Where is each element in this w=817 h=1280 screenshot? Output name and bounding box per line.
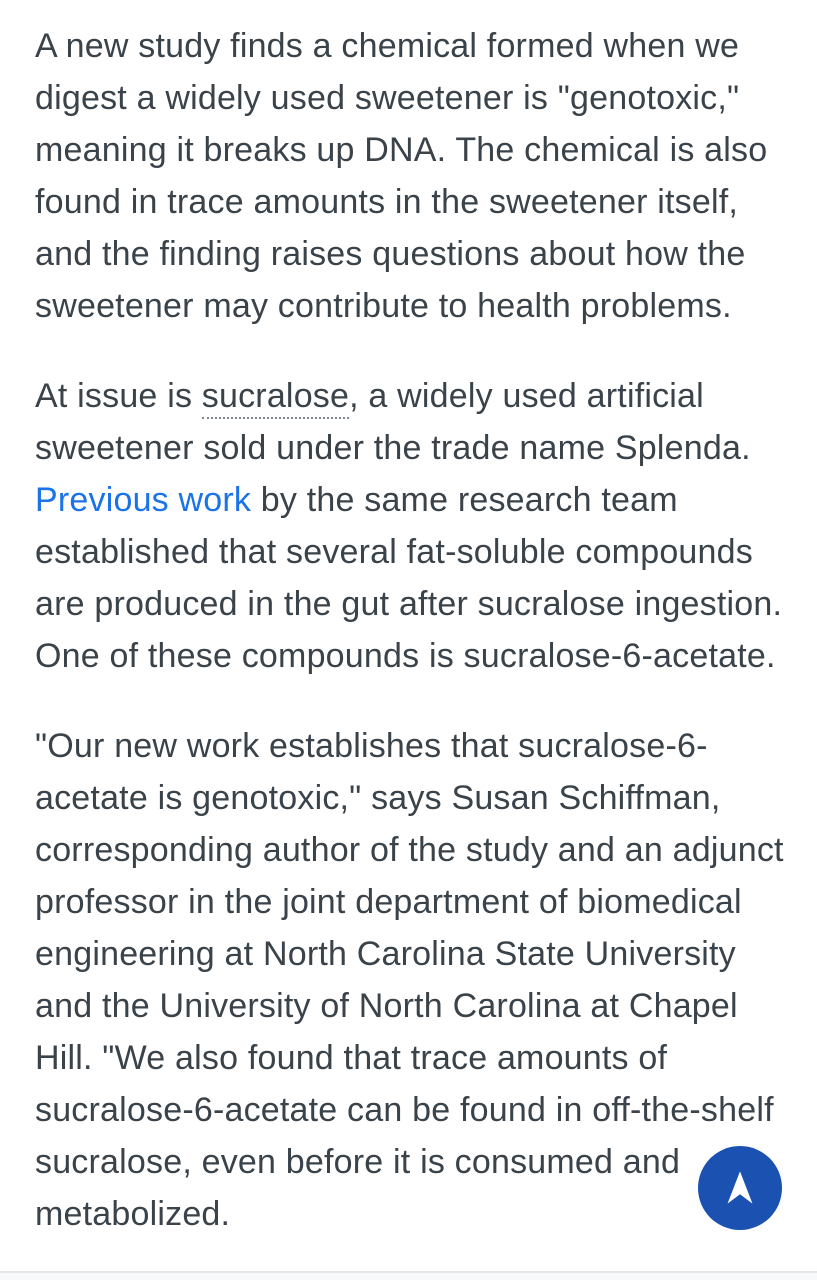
text-line	[35, 876, 817, 928]
text-line	[35, 928, 817, 980]
text-run: metabolized.	[35, 1195, 231, 1233]
paragraph-1	[0, 20, 817, 332]
text-line	[35, 1032, 817, 1084]
text-run: , a widely used artificial	[349, 377, 704, 415]
text-run: sweetener sold under the trade name Splenda.	[35, 429, 751, 467]
text-line	[35, 422, 817, 474]
text-line	[35, 980, 817, 1032]
text-line	[35, 824, 817, 876]
text-run: engineering at North Carolina State University	[35, 935, 736, 973]
text-run: sucralose, even before it is consumed and	[35, 1143, 681, 1181]
text-line	[35, 578, 817, 630]
text-line	[35, 772, 817, 824]
navigation-arrow-icon	[714, 1162, 766, 1214]
text-line	[35, 630, 817, 682]
text-run: "Our new work establishes that sucralose-6-	[35, 727, 708, 765]
link-previous-work[interactable]: Previous work	[35, 481, 252, 519]
text-line	[35, 526, 817, 578]
navigation-fab-button[interactable]	[698, 1146, 782, 1230]
text-run: professor in the joint department of biomedical	[35, 883, 742, 921]
term-sucralose[interactable]: sucralose	[202, 377, 349, 419]
text-run: acetate is genotoxic," says Susan Schiffman,	[35, 779, 721, 817]
text-run: found in trace amounts in the sweetener itself,	[35, 183, 739, 221]
paragraph-2	[0, 370, 817, 682]
text-run: are produced in the gut after sucralose ingestion.	[35, 585, 783, 623]
text-run: corresponding author of the study and an adjunct	[35, 831, 784, 869]
text-line	[35, 124, 817, 176]
text-run: sweetener may contribute to health problems.	[35, 287, 732, 325]
text-run: by the same research team	[251, 481, 678, 519]
text-run: established that several fat-soluble compounds	[35, 533, 753, 571]
text-line	[35, 20, 817, 72]
text-line	[35, 280, 817, 332]
text-run: A new study finds a chemical formed when we	[35, 27, 740, 65]
text-run: sucralose-6-acetate can be found in off-the-shelf	[35, 1091, 774, 1129]
text-line	[35, 1084, 817, 1136]
text-run: One of these compounds is sucralose-6-acetate.	[35, 637, 776, 675]
bottom-divider	[0, 1271, 817, 1280]
text-line	[35, 176, 817, 228]
text-run: and the finding raises questions about how the	[35, 235, 746, 273]
text-run: digest a widely used sweetener is "genotoxic,"	[35, 79, 740, 117]
text-run: meaning it breaks up DNA. The chemical is also	[35, 131, 768, 169]
text-line	[35, 720, 817, 772]
paragraph-3	[0, 720, 817, 1240]
text-run: At issue is	[35, 377, 202, 415]
text-run: Hill. "We also found that trace amounts of	[35, 1039, 668, 1077]
text-line	[35, 474, 817, 526]
text-run: and the University of North Carolina at Chapel	[35, 987, 738, 1025]
text-line	[35, 72, 817, 124]
text-line	[35, 370, 817, 422]
text-line	[35, 228, 817, 280]
